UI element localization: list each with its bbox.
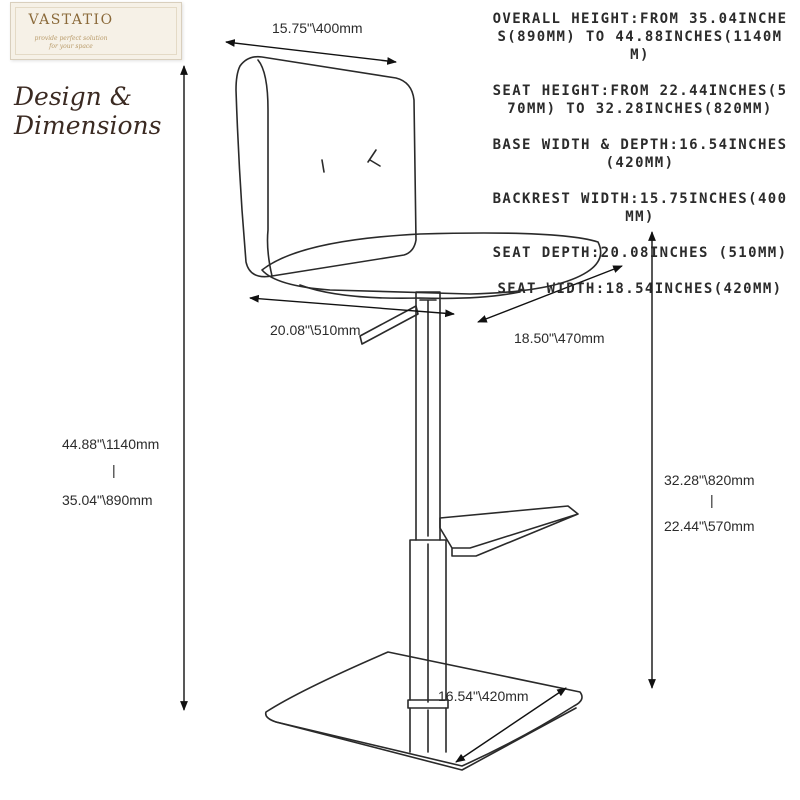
title-line1: Design &: [14, 82, 132, 111]
spec-backrest-width: BACKREST WIDTH:15.75INCHES(400MM): [492, 191, 788, 225]
column-lower: [410, 708, 446, 752]
backrest-width-arrow: [226, 42, 396, 62]
seat-height-min-label: 22.44"\570mm: [664, 518, 755, 534]
spec-seat-width: SEAT WIDTH:18.54INCHES(420MM): [497, 281, 783, 297]
seat-height-max-label: 32.28"\820mm: [664, 472, 755, 488]
spec-base-width: BASE WIDTH & DEPTH:16.54INCHES(420MM): [492, 137, 788, 171]
overall-height-separator: |: [112, 462, 116, 478]
seat-height-separator: |: [710, 492, 714, 508]
backrest-outline: [236, 57, 416, 277]
backrest-width-label: 15.75"\400mm: [272, 20, 363, 36]
backrest-stitch: [368, 150, 380, 166]
overall-height-min-label: 35.04"\890mm: [62, 492, 153, 508]
base-size-label: 16.54"\420mm: [438, 688, 529, 704]
height-lever: [360, 306, 418, 344]
gas-lift-lower: [410, 540, 446, 702]
overall-height-max-label: 44.88"\1140mm: [62, 436, 160, 452]
spec-overall-height: OVERALL HEIGHT:FROM 35.04INCHES(890MM) TO 44.88INCHES(1140MM): [492, 11, 788, 63]
spec-seat-height: SEAT HEIGHT:FROM 22.44INCHES(570MM) TO 32.28INCHES(820MM): [492, 83, 788, 117]
backrest-stitch-2: [322, 160, 324, 172]
spec-list: [490, 0, 790, 316]
title-line2: Dimensions: [14, 111, 162, 140]
brand-tagline-line1: provide perfect solution: [34, 35, 108, 42]
seat-width-label: 18.50"\470mm: [514, 330, 605, 346]
backrest-side: [258, 60, 272, 276]
spec-seat-depth: SEAT DEPTH:20.08INCHES (510MM): [492, 245, 788, 261]
footrest: [440, 506, 578, 556]
brand-name: VASTATIO: [28, 12, 114, 28]
brand-tagline-line2: for your space: [49, 43, 93, 50]
seat-depth-label: 20.08"\510mm: [270, 322, 361, 338]
gas-lift-upper: [416, 292, 440, 540]
base-plate-edge: [276, 708, 576, 770]
